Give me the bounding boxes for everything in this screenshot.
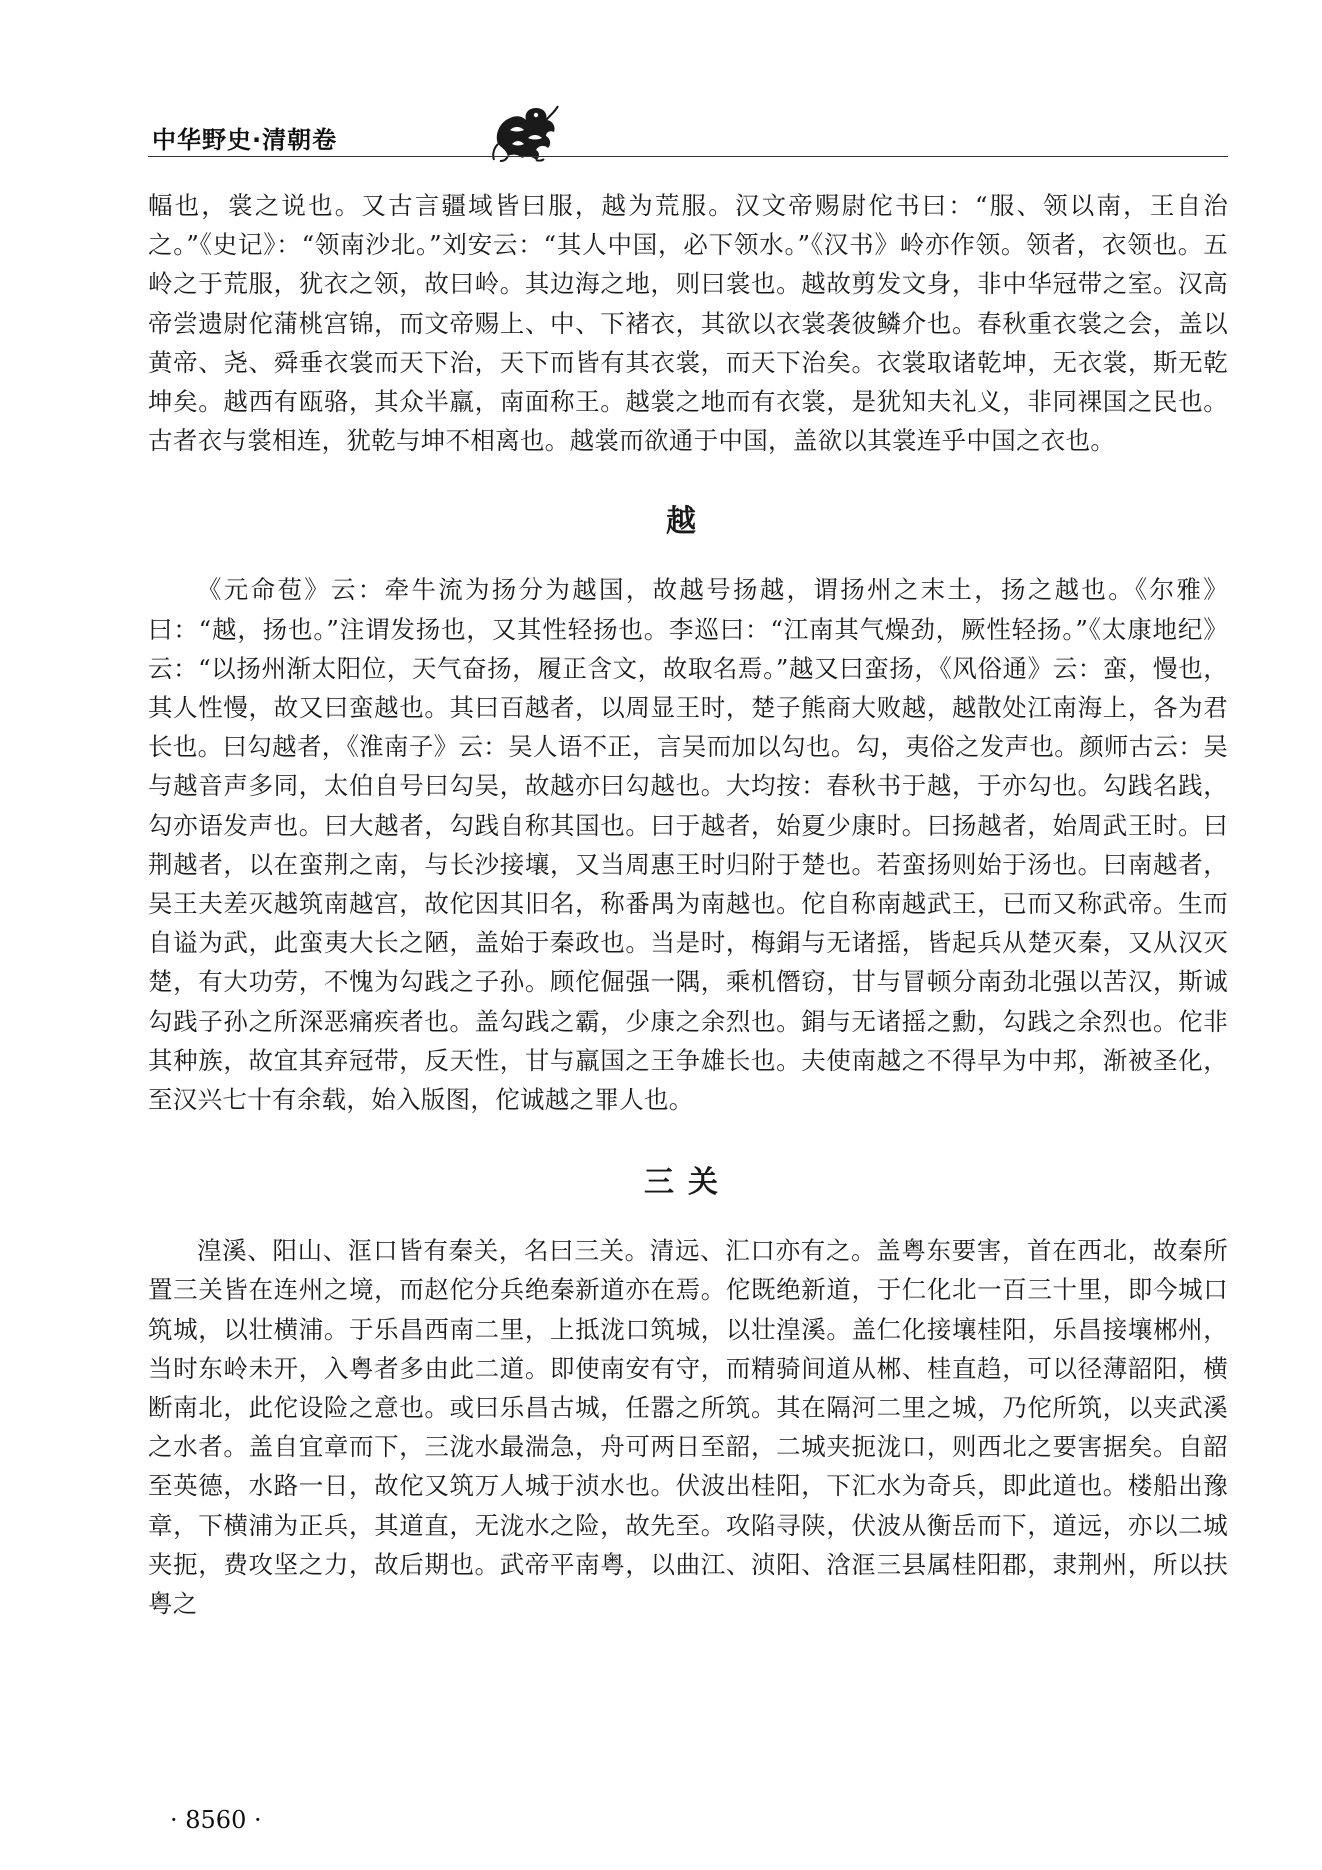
section-title-sanguan: 三关: [644, 1165, 732, 1201]
page-number: · 8560 ·: [170, 1806, 262, 1834]
page-header: [148, 104, 1228, 174]
header-rule: [148, 156, 1228, 157]
book-title: 中华野史·清朝卷: [152, 126, 338, 154]
paragraph-yue: 《元命苞》云：牵牛流为扬分为越国，故越号扬越，谓扬州之末土，扬之越也。《尔雅》曰：“越，扬也。”注谓发扬也，又其性轻扬也。李巡曰：“江南其气燥劲，厥性轻扬。”《太康地纪》云：“以扬州渐太阳位，天气奋扬，履正含文，故取名焉。”越又曰蛮扬，《风俗通》云：蛮，慢也，其人性慢，故又曰蛮越也。其曰百越者，以周显王时，楚子熊商大败越，越散处江南海上，各为君长也。曰勾越者，《淮南子》云：吴人语不正，言吴而加以勾也。勾，夷俗之发声也。颜师古云：吴与越音声多同，太伯自号曰勾吴，故越亦曰勾越也。大均按：春秋书于越，于亦勾也。勾践名践，勾亦语发声也。曰大越者，勾践自称其国也。曰于越者，始夏少康时。曰扬越者，始周武王时。曰荆越者，以在蛮荆之南，与长沙接壤，又当周惠王时归附于楚也。若蛮扬则始于汤也。曰南越者，吴王夫差灭越筑南越宫，故佗因其旧名，称番禺为南越也。佗自称南越武王，已而又称武帝。生而自谥为武，此蛮夷大长之陋，盖始于秦政也。当是时，梅鋗与无诸摇，皆起兵从楚灭秦，又从汉灭楚，有大功劳，不愧为勾践之子孙。顾佗倔强一隅，乘机僭窃，甘与冒顿分南劲北强以苦汉，斯诚勾践子孙之所深恶痛疾者也。盖勾践之霸，少康之余烈也。鋗与无诸摇之勳，勾践之余烈也。佗非其种族，故宜其弃冠带，反天性，甘与羸国之王争雄长也。夫使南越之不得早为中邦，渐被圣化，至汉兴七十有余载，始入版图，佗诚越之罪人也。: [148, 575, 1228, 1115]
dragon-icon: [490, 104, 560, 162]
paragraph-continuation: 幅也，裳之说也。又古言疆域皆曰服，越为荒服。汉文帝赐尉佗书曰：“服、领以南，王自治之。”《史记》：“领南沙北。”刘安云：“其人中国，必下领水。”《汉书》岭亦作领。领者，衣领也。五岭之于荒服，犹衣之领，故曰岭。其边海之地，则曰裳也。越故剪发文身，非中华冠带之室。汉高帝尝遗尉佗蒲桃宫锦，而文帝赐上、中、下褚衣，其欲以衣裳袭彼鳞介也。春秋重衣裳之会，盖以黄帝、尧、舜垂衣裳而天下治，天下而皆有其衣裳，而天下治矣。衣裳取诸乾坤，无衣裳，斯无乾坤矣。越西有瓯骆，其众半羸，南面称王。越裳之地而有衣裳，是犹知夫礼义，非同裸国之民也。古者衣与裳相连，犹乾与坤不相离也。越裳而欲通于中国，盖欲以其裳连乎中国之衣也。: [148, 191, 1228, 456]
section-title-yue: 越: [666, 504, 710, 540]
paragraph-sanguan: 湟溪、阳山、洭口皆有秦关，名曰三关。清远、汇口亦有之。盖粤东要害，首在西北，故秦所置三关皆在连州之境，而赵佗分兵绝秦新道亦在焉。佗既绝新道，于仁化北一百三十里，即今城口筑城，以壮横浦。于乐昌西南二里，上抵泷口筑城，以壮湟溪。盖仁化接壤桂阳，乐昌接壤郴州，当时东岭未开，入粤者多由此二道。即使南安有守，而精骑间道从郴、桂直趋，可以径薄韶阳，横断南北，此佗设险之意也。或曰乐昌古城，任嚣之所筑。其在隔河二里之城，乃佗所筑，以夹武溪之水者。盖自宜章而下，三泷水最湍急，舟可两日至韶，二城夹扼泷口，则西北之要害据矣。自韶至英德，水路一日，故佗又筑万人城于浈水也。伏波出桂阳，下汇水为奇兵，即此道也。楼船出豫章，下横浦为正兵，其道直，无泷水之险，故先至。攻陷寻陕，伏波从衡岳而下，道远，亦以二城夹扼，费攻坚之力，故后期也。武帝平南粤，以曲江、浈阳、浛洭三县属桂阳郡，隶荆州，所以扶粤之: [148, 1236, 1228, 1619]
page-body: [148, 186, 1228, 1623]
